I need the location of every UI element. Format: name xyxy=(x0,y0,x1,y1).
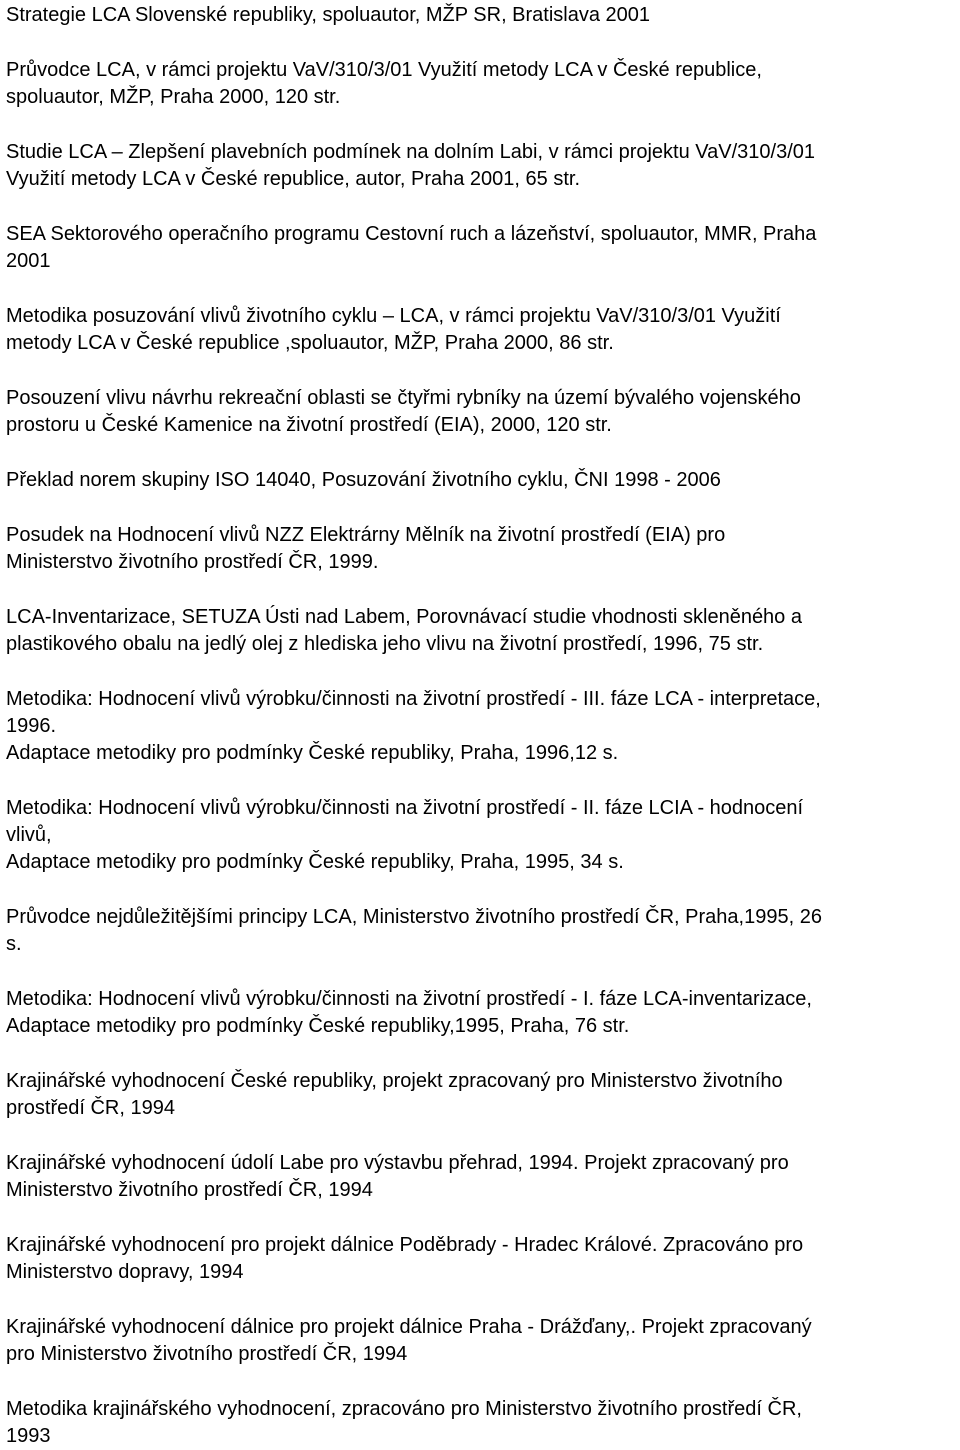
entry-line: Průvodce nejdůležitějšími principy LCA, Ministerstvo životního prostředí ČR, Praha,1995, 26 xyxy=(6,906,822,928)
entry-line: Průvodce LCA, v rámci projektu VaV/310/3/01 Využití metody LCA v České republice, xyxy=(6,59,762,81)
publication-list xyxy=(6,0,956,1450)
entry-line: Krajinářské vyhodnocení České republiky, projekt zpracovaný pro Ministerstvo životního xyxy=(6,1070,783,1092)
entry-line: Krajinářské vyhodnocení dálnice pro projekt dálnice Praha - Drážďany,. Projekt zpracovaný xyxy=(6,1316,812,1338)
entry-line: Adaptace metodiky pro podmínky České republiky, Praha, 1995, 34 s. xyxy=(6,851,624,873)
publication-entry xyxy=(6,1068,956,1122)
publication-entry xyxy=(6,57,956,111)
publication-entry xyxy=(6,385,956,439)
entry-line: Adaptace metodiky pro podmínky České republiky, Praha, 1996,12 s. xyxy=(6,742,619,764)
entry-line: s. xyxy=(6,933,22,955)
entry-line: Posouzení vlivu návrhu rekreační oblasti se čtyřmi rybníky na území bývalého vojenského xyxy=(6,387,801,409)
entry-line: Metodika: Hodnocení vlivů výrobku/činnosti na životní prostředí - I. fáze LCA-inventarizace, xyxy=(6,988,812,1010)
entry-line: SEA Sektorového operačního programu Cestovní ruch a lázeňství, spoluautor, MMR, Praha xyxy=(6,223,817,245)
entry-line: 1996. xyxy=(6,715,57,737)
publication-entry xyxy=(6,522,956,576)
entry-line: pro Ministerstvo životního prostředí ČR, 1994 xyxy=(6,1343,408,1365)
entry-line: Posudek na Hodnocení vlivů NZZ Elektrárny Mělník na životní prostředí (EIA) pro xyxy=(6,524,726,546)
publication-entry xyxy=(6,1232,956,1286)
publication-entry xyxy=(6,1150,956,1204)
entry-line: Adaptace metodiky pro podmínky České republiky,1995, Praha, 76 str. xyxy=(6,1015,630,1037)
entry-line: metody LCA v České republice ,spoluautor, MŽP, Praha 2000, 86 str. xyxy=(6,332,614,354)
entry-line: Metodika: Hodnocení vlivů výrobku/činnosti na životní prostředí - II. fáze LCIA - hodnocení xyxy=(6,797,804,819)
entry-line: Překlad norem skupiny ISO 14040, Posuzování životního cyklu, ČNI 1998 - 2006 xyxy=(6,469,721,491)
publication-entry xyxy=(6,303,956,357)
entry-line: Metodika: Hodnocení vlivů výrobku/činnosti na životní prostředí - III. fáze LCA - interpretace, xyxy=(6,688,821,710)
publication-entry xyxy=(6,795,956,876)
entry-line: vlivů, xyxy=(6,824,52,846)
publication-entry xyxy=(6,0,956,29)
publication-entry xyxy=(6,221,956,275)
publication-entry xyxy=(6,986,956,1040)
publication-entry xyxy=(6,1314,956,1368)
publication-entry xyxy=(6,467,956,494)
publication-entry xyxy=(6,686,956,767)
entry-line: Ministerstvo životního prostředí ČR, 1999. xyxy=(6,551,379,573)
entry-line: Ministerstvo dopravy, 1994 xyxy=(6,1261,244,1283)
entry-line: Metodika posuzování vlivů životního cyklu – LCA, v rámci projektu VaV/310/3/01 Využití xyxy=(6,305,781,327)
entry-line: 1993 xyxy=(6,1425,51,1447)
publication-entry xyxy=(6,904,956,958)
entry-line: Krajinářské vyhodnocení údolí Labe pro výstavbu přehrad, 1994. Projekt zpracovaný pro xyxy=(6,1152,789,1174)
entry-line: LCA-Inventarizace, SETUZA Ústi nad Labem, Porovnávací studie vhodnosti skleněného a xyxy=(6,606,802,628)
entry-line: Strategie LCA Slovenské republiky, spoluautor, MŽP SR, Bratislava 2001 xyxy=(6,4,651,26)
publication-entry xyxy=(6,139,956,193)
entry-line: Využití metody LCA v České republice, autor, Praha 2001, 65 str. xyxy=(6,168,581,190)
publication-entry xyxy=(6,1396,956,1450)
entry-line: Studie LCA – Zlepšení plavebních podmínek na dolním Labi, v rámci projektu VaV/310/3/01 xyxy=(6,141,816,163)
entry-line: Krajinářské vyhodnocení pro projekt dálnice Poděbrady - Hradec Králové. Zpracováno pro xyxy=(6,1234,804,1256)
entry-line: 2001 xyxy=(6,250,51,272)
entry-line: prostoru u České Kamenice na životní prostředí (EIA), 2000, 120 str. xyxy=(6,414,612,436)
entry-line: prostředí ČR, 1994 xyxy=(6,1097,175,1119)
entry-line: Ministerstvo životního prostředí ČR, 1994 xyxy=(6,1179,373,1201)
entry-line: plastikového obalu na jedlý olej z hlediska jeho vlivu na životní prostředí, 1996, 75 str. xyxy=(6,633,764,655)
entry-line: spoluautor, MŽP, Praha 2000, 120 str. xyxy=(6,86,341,108)
publication-entry xyxy=(6,604,956,658)
entry-line: Metodika krajinářského vyhodnocení, zpracováno pro Ministerstvo životního prostředí ČR, xyxy=(6,1398,802,1420)
